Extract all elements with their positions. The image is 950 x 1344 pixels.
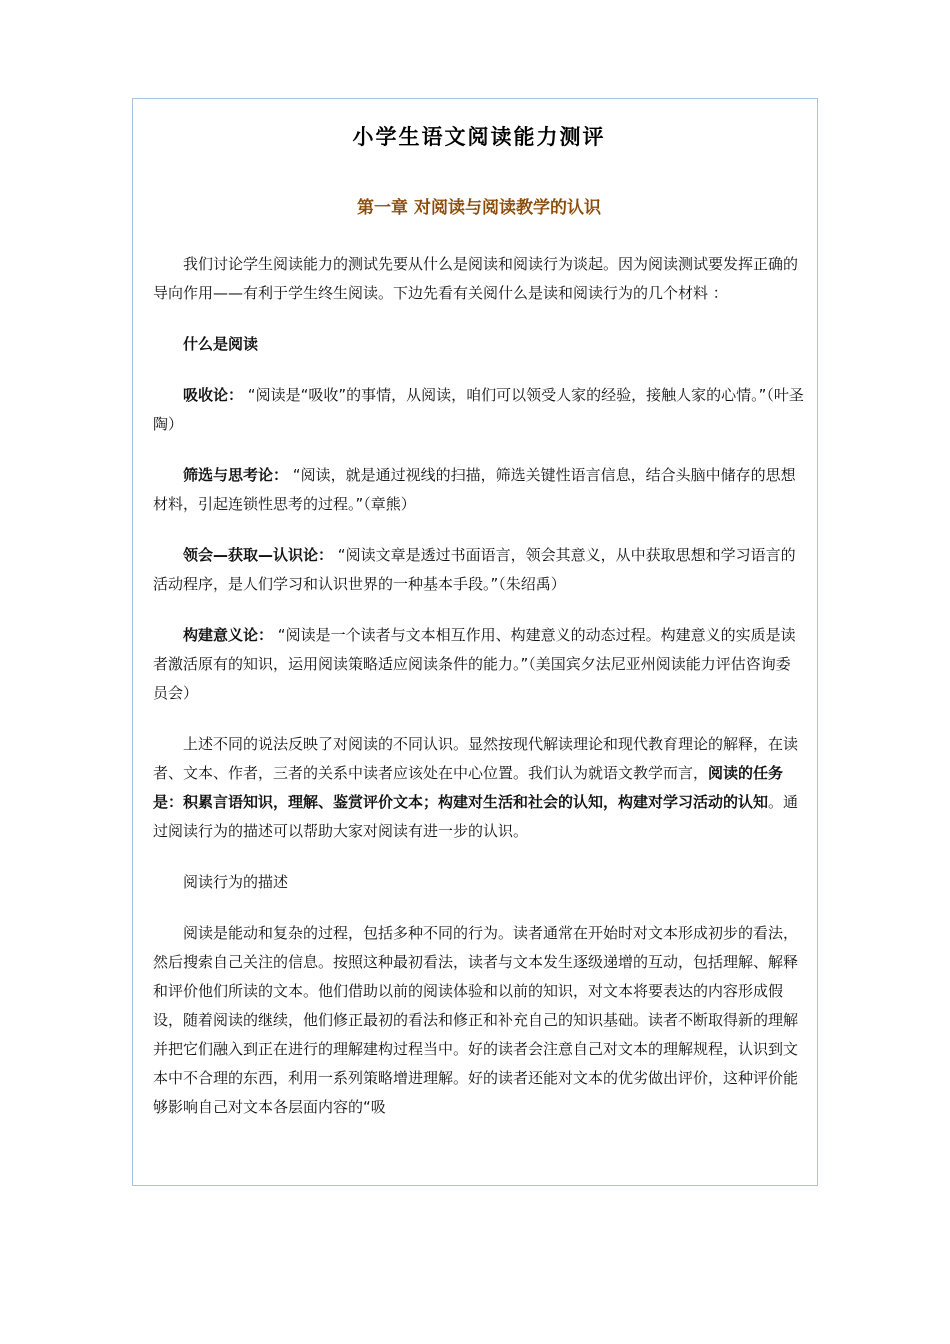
definition-term: 领会—获取—认识论：	[183, 546, 334, 564]
definition-absorb	[153, 381, 805, 439]
document-title: 小学生语文阅读能力测评	[352, 125, 606, 149]
summary-text-bold: 阅读的任务是：积累言语知识，理解、鉴赏评价文本；构建对生活和社会的认知，构建对学习活动的认知	[153, 764, 784, 811]
summary-text-start: 上述不同的说法反映了对阅读的不同认识。显然按现代解读理论和现代教育理论的解释，在读者、文本、作者，三者的关系中读者应该处在中心位置。我们认为就语文教学而言，	[153, 735, 799, 782]
definition-term: 吸收论：	[183, 386, 244, 404]
summary-paragraph	[153, 730, 805, 846]
definition-term: 筛选与思考论：	[183, 466, 289, 484]
definition-comprehend	[153, 541, 805, 599]
definition-term: 构建意义论：	[183, 626, 274, 644]
intro-paragraph: 我们讨论学生阅读能力的测试先要从什么是阅读和阅读行为谈起。因为阅读测试要发挥正确的导向作用——有利于学生终生阅读。下边先看有关阅什么是读和阅读行为的几个材料 ：	[153, 255, 799, 302]
definition-text: “阅读是“吸收”的事情，从阅读，咱们可以领受人家的经验，接触人家的心情。”（叶圣陶）	[153, 386, 804, 433]
definition-text: “阅读是一个读者与文本相互作用、构建意义的动态过程。构建意义的实质是读者激活原有的知识，运用阅读策略适应阅读条件的能力。”（美国宾夕法尼亚州阅读能力评估咨询委员会）	[153, 626, 796, 702]
definition-text: “阅读，就是通过视线的扫描，筛选关键性语言信息，结合头脑中储存的思想材料，引起连锁性思考的过程。”（章熊）	[153, 466, 796, 513]
section-heading-behavior: 阅读行为的描述	[183, 873, 289, 891]
summary-text-end: 。通过阅读行为的描述可以帮助大家对阅读有进一步的认识。	[153, 793, 799, 840]
chapter-heading: 第一章 对阅读与阅读教学的认识	[357, 198, 601, 218]
behavior-paragraph: 阅读是能动和复杂的过程，包括多种不同的行为。读者通常在开始时对文本形成初步的看法，然后搜索自己关注的信息。按照这种最初看法，读者与文本发生逐级递增的互动，包括理解、解释和评价他们所读的文本。他们借助以前的阅读体验和以前的知识，对文本将要表达的内容形成假设，随着阅读的继续，他们修正最初的看法和修正和补充自己的知识基础。读者不断取得新的理解并把它们融入到正在进行的理解建构过程当中。好的读者会注意自己对文本的理解规程，认识到文本中不合理的东西，利用一系列策略增进理解。好的读者还能对文本的优劣做出评价，这种评价能够影响自己对文本各层面内容的“吸	[153, 924, 799, 1116]
definition-text: “阅读文章是透过书面语言，领会其意义，从中获取思想和学习语言的活动程序，是人们学习和认识世界的一种基本手段。”（朱绍禹）	[153, 546, 796, 593]
section-heading-what-is-reading: 什么是阅读	[183, 335, 259, 353]
document-body	[153, 99, 805, 1122]
definition-construct-meaning	[153, 621, 805, 708]
definition-filter-think	[153, 461, 805, 519]
document-frame	[132, 98, 818, 1186]
